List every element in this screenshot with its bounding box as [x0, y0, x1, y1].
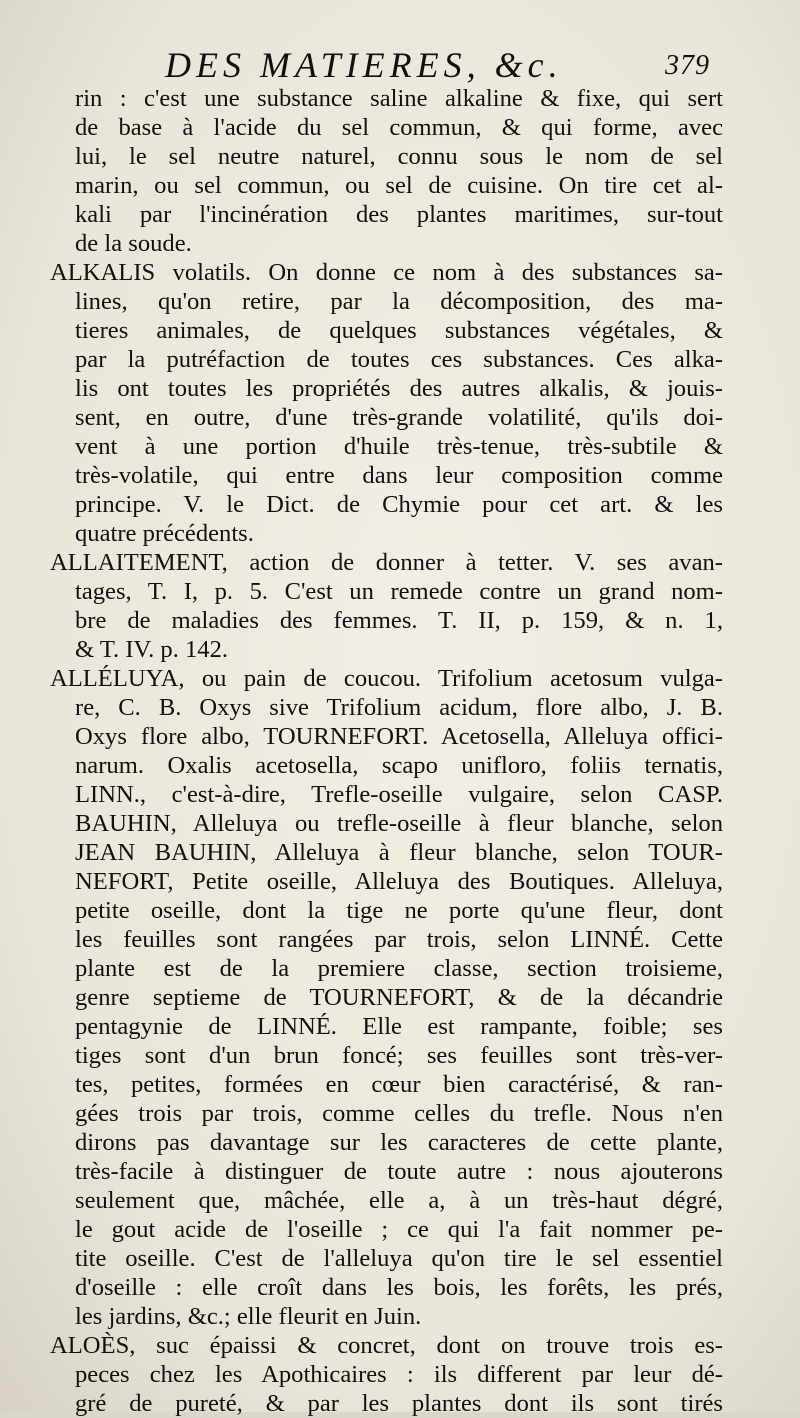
entry-heading-line: ALKALIS volatils. On donne ce nom à des substances sa-: [50, 259, 723, 286]
text-line: JEAN BAUHIN, Alleluya à fleur blanche, selon TOUR-: [75, 839, 723, 866]
text-line: très-volatile, qui entre dans leur composition comme: [75, 462, 723, 489]
text-line: petite oseille, dont la tige ne porte qu'une fleur, dont: [75, 897, 723, 924]
entry-heading-line: ALOÈS, suc épaissi & concret, dont on trouve trois es-: [50, 1332, 723, 1359]
text-line: BAUHIN, Alleluya ou trefle-oseille à fleur blanche, selon: [75, 810, 723, 837]
text-line: dirons pas davantage sur les caracteres de cette plante,: [75, 1129, 723, 1156]
text-line: par la putréfaction de toutes ces substances. Ces alka-: [75, 346, 723, 373]
entry-heading-line: ALLÉLUYA, ou pain de coucou. Trifolium acetosum vulga-: [50, 665, 723, 692]
text-line: quatre précédents.: [75, 520, 254, 547]
text-line: Oxys flore albo, TOURNEFORT. Acetosella, Alleluya offici-: [75, 723, 723, 750]
text-line: très-facile à distinguer de toute autre : nous ajouterons: [75, 1158, 723, 1185]
text-line: tes, petites, formées en cœur bien caractérisé, & ran-: [75, 1071, 723, 1098]
text-line: re, C. B. Oxys sive Trifolium acidum, flore albo, J. B.: [75, 694, 723, 721]
text-line: tite oseille. C'est de l'alleluya qu'on tire le sel essentiel: [75, 1245, 723, 1272]
text-line: peces chez les Apothicaires : ils different par leur dé-: [75, 1361, 723, 1388]
text-line: seulement que, mâchée, elle a, à un très-haut dégré,: [75, 1187, 723, 1214]
text-line: vent à une portion d'huile très-tenue, très-subtile &: [75, 433, 723, 460]
text-line: rin : c'est une substance saline alkaline & fixe, qui sert: [75, 85, 723, 112]
page-number: 379: [665, 50, 710, 81]
text-line: lines, qu'on retire, par la décomposition, des ma-: [75, 288, 723, 315]
text-line: gré de pureté, & par les plantes dont ils sont tirés: [75, 1390, 723, 1417]
text-line: pentagynie de LINNÉ. Elle est rampante, foible; ses: [75, 1013, 723, 1040]
text-line: kali par l'incinération des plantes maritimes, sur-tout: [75, 201, 723, 228]
text-line: les feuilles sont rangées par trois, selon LINNÉ. Cette: [75, 926, 723, 953]
text-line: le gout acide de l'oseille ; ce qui l'a fait nommer pe-: [75, 1216, 723, 1243]
text-line: lis ont toutes les propriétés des autres alkalis, & jouis-: [75, 375, 723, 402]
text-line: gées trois par trois, comme celles du trefle. Nous n'en: [75, 1100, 723, 1127]
running-header: [165, 44, 710, 88]
text-line: genre septieme de TOURNEFORT, & de la décandrie: [75, 984, 723, 1011]
text-line: bre de maladies des femmes. T. II, p. 159, & n. 1,: [75, 607, 723, 634]
text-line: marin, ou sel commun, ou sel de cuisine. On tire cet al-: [75, 172, 723, 199]
text-line: NEFORT, Petite oseille, Alleluya des Boutiques. Alleluya,: [75, 868, 723, 895]
entry-heading-line: ALLAITEMENT, action de donner à tetter. V. ses avan-: [50, 549, 723, 576]
text-line: d'oseille : elle croît dans les bois, les forêts, les prés,: [75, 1274, 723, 1301]
text-line: de base à l'acide du sel commun, & qui forme, avec: [75, 114, 723, 141]
text-line: LINN., c'est-à-dire, Trefle-oseille vulgaire, selon CASP.: [75, 781, 723, 808]
header-title: DES MATIERES, &c.: [165, 45, 563, 85]
text-line: narum. Oxalis acetosella, scapo unifloro, foliis ternatis,: [75, 752, 723, 779]
text-line: & T. IV. p. 142.: [75, 636, 229, 663]
body-text: [50, 84, 723, 1418]
text-line: lui, le sel neutre naturel, connu sous le nom de sel: [75, 143, 723, 170]
text-line: tiges sont d'un brun foncé; ses feuilles sont très-ver-: [75, 1042, 723, 1069]
text-line: de la soude.: [75, 230, 192, 257]
text-line: principe. V. le Dict. de Chymie pour cet art. & les: [75, 491, 723, 518]
text-line: tages, T. I, p. 5. C'est un remede contre un grand nom-: [75, 578, 723, 605]
text-line: les jardins, &c.; elle fleurit en Juin.: [75, 1303, 422, 1330]
text-line: tieres animales, de quelques substances végétales, &: [75, 317, 723, 344]
text-line: sent, en outre, d'une très-grande volatilité, qu'ils doi-: [75, 404, 723, 431]
text-line: plante est de la premiere classe, section troisieme,: [75, 955, 723, 982]
